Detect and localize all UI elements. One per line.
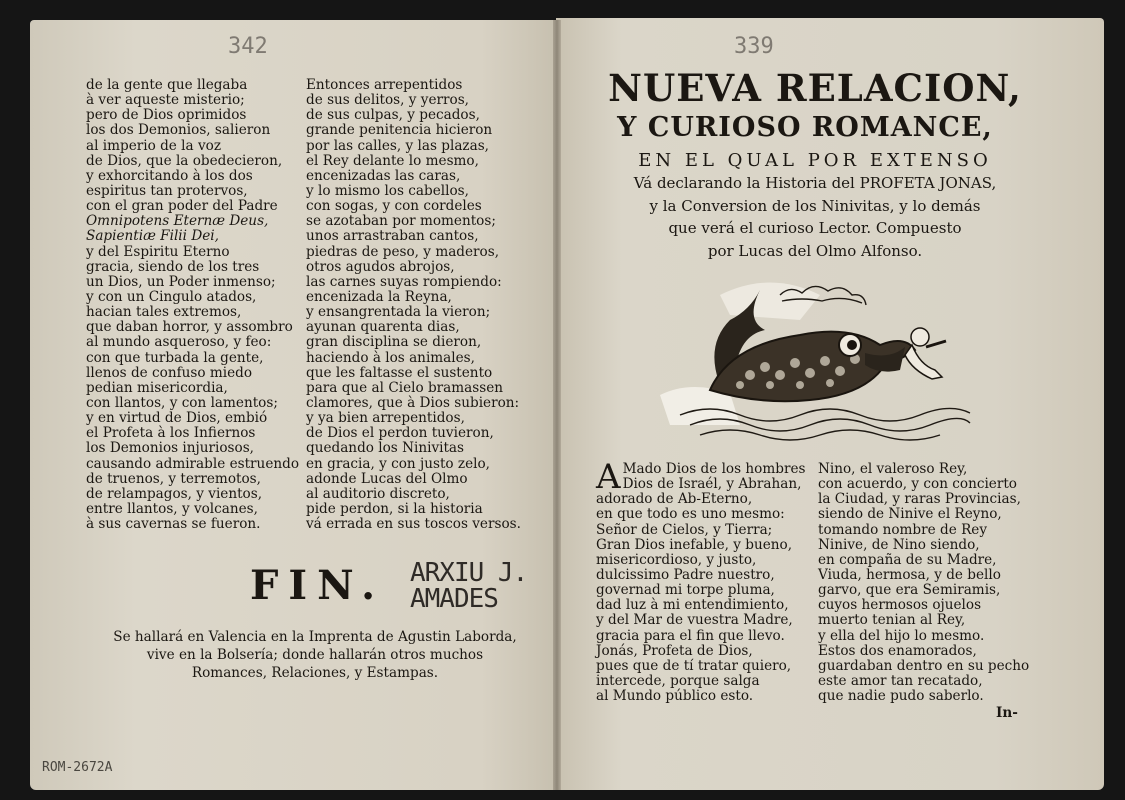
verse-line: pide perdon, si la historia [306, 500, 483, 517]
verse-line: vá errada en sus toscos versos. [306, 516, 521, 533]
verse-line: y lo mismo los cabellos, [306, 182, 469, 199]
verse-line: de la gente que llegaba [86, 77, 248, 93]
verse-line: muerto tenian al Rey, [818, 612, 966, 629]
verse-line: pedian misericordia, [86, 379, 228, 396]
verse-line: y del Espiritu Eterno [86, 243, 230, 260]
verse-line: adorado de Ab-Eterno, [596, 491, 753, 508]
subtitle-line-3: que verá el curioso Lector. Compuesto [668, 219, 962, 237]
verse-line: Viuda, hermosa, y de bello [818, 566, 1001, 583]
verse-line: y ensangrentada la vieron; [306, 304, 491, 321]
verse-line: de sus culpas, y pecados, [306, 107, 480, 124]
verse-line: al Mundo público esto. [596, 688, 754, 705]
title-line-1: NUEVA RELACION, [608, 66, 1022, 110]
verse-line: cuyos hermosos ojuelos [818, 597, 982, 614]
verse-line: haciendo à los animales, [306, 349, 475, 366]
verse-line: pues que de tí tratar quiero, [596, 657, 792, 674]
verse-line: y con un Cingulo atados, [86, 288, 257, 305]
verse-line: con llantos, y con lamentos; [86, 394, 278, 411]
verse-line: los Demonios injuriosos, [86, 440, 254, 457]
stamp-line-1: ARXIU J. [410, 558, 528, 588]
verse-line: entre llantos, y volcanes, [86, 500, 258, 517]
verse-line: y ella del hijo lo mesmo. [818, 627, 985, 644]
verse-line: Sapientiæ Filii Dei, [86, 228, 219, 245]
left-pencil-number: 342 [228, 34, 268, 59]
verse-line: el Profeta à los Infiernos [86, 425, 256, 442]
right-column-1 [596, 457, 806, 705]
title-line-3: EN EL QUAL POR EXTENSO [638, 150, 992, 171]
verse-line: y ya bien arrepentidos, [306, 410, 465, 427]
verse-line: garvo, que era Semiramis, [818, 582, 1001, 599]
verse-line: espiritus tan protervos, [86, 182, 248, 199]
verse-line: gracia para el fin que llevo. [596, 627, 785, 644]
verse-line: grande penitencia hicieron [306, 122, 493, 139]
subtitle-line-1: Vá declarando la Historia del PROFETA JONAS, [633, 174, 997, 192]
verse-line: Dios de Israél, y Abrahan, [622, 476, 802, 493]
verse-line: governad mi torpe pluma, [596, 582, 775, 599]
verse-line: encenizada la Reyna, [306, 288, 452, 305]
verse-line: clamores, que à Dios subieron: [306, 394, 520, 411]
subtitle-block [580, 172, 1050, 262]
verse-line: en compaña de su Madre, [818, 551, 997, 568]
verse-line: los dos Demonios, salieron [86, 122, 271, 139]
verse-line: dulcissimo Padre nuestro, [596, 566, 775, 583]
verse-line: Entonces arrepentidos [306, 77, 463, 93]
verse-line: por las calles, y las plazas, [306, 137, 489, 154]
subtitle-line-4: por Lucas del Olmo Alfonso. [707, 241, 923, 260]
verse-line: con que turbada la gente, [86, 349, 264, 366]
left-column-2 [306, 78, 521, 532]
verse-line: pero de Dios oprimidos [86, 107, 247, 124]
verse-line: de relampagos, y vientos, [86, 485, 263, 502]
verse-line: encenizadas las caras, [306, 167, 461, 184]
shelfmark: ROM-2672A [42, 760, 113, 775]
jonah-whale-woodcut [650, 275, 990, 455]
verse-line: en gracia, y con justo zelo, [306, 455, 490, 472]
title-line-2: Y CURIOSO ROMANCE, [617, 112, 993, 143]
verse-line: Nino, el valeroso Rey, [818, 461, 968, 477]
verse-line: gran disciplina se dieron, [306, 334, 482, 351]
verse-line: al mundo asqueroso, y feo: [86, 334, 272, 351]
verse-line: causando admirable estruendo [86, 455, 299, 472]
verse-line: siendo de Ninive el Reyno, [818, 506, 1002, 523]
imprint-line-3: Romances, Relaciones, y Estampas. [191, 665, 439, 681]
imprint-line-2: vive en la Bolsería; donde hallarán otros muchos [146, 647, 484, 663]
verse-line: las carnes suyas rompiendo: [306, 273, 502, 290]
catchword: In- [996, 705, 1018, 721]
imprint [100, 628, 530, 682]
verse-line: Gran Dios inefable, y bueno, [596, 536, 793, 553]
verse-line: con el gran poder del Padre [86, 198, 278, 215]
verse-line: unos arrastraban cantos, [306, 228, 479, 245]
verse-line: piedras de peso, y maderos, [306, 243, 500, 260]
verse-line: al imperio de la voz [86, 137, 221, 154]
verse-line: y del Mar de vuestra Madre, [596, 612, 793, 629]
verse-line: ayunan quarenta dias, [306, 319, 460, 336]
verse-line: que les faltasse el sustento [306, 364, 493, 381]
verse-line: quedando los Ninivitas [306, 440, 465, 457]
imprint-line-1: Se hallará en Valencia en la Imprenta de Agustin Laborda, [113, 629, 517, 645]
fin-label: FIN. [250, 562, 386, 609]
verse-line: dad luz à mi entendimiento, [596, 597, 789, 614]
verse-line: para que al Cielo bramassen [306, 379, 504, 396]
verse-line: y exhorcitando à los dos [86, 167, 253, 184]
verse-line: un Dios, un Poder inmenso; [86, 273, 276, 290]
verse-line: con sogas, y con cordeles [306, 198, 482, 215]
verse-line: intercede, porque salga [596, 672, 760, 689]
verse-line-text: Mado Dios de los hombres [622, 461, 806, 477]
verse-line: adonde Lucas del Olmo [306, 470, 468, 487]
right-pencil-number: 339 [734, 34, 774, 59]
verse-line: llenos de confuso miedo [86, 364, 253, 381]
verse-line: que nadie pudo saberlo. [818, 688, 984, 705]
verse-line: el Rey delante lo mesmo, [306, 152, 479, 169]
subtitle-line-2: y la Conversion de los Ninivitas, y lo demás [649, 196, 981, 215]
verse-line: otros agudos abrojos, [306, 258, 455, 275]
verse-line: misericordioso, y justo, [596, 551, 757, 568]
library-stamp [410, 560, 527, 612]
verse-line: la Ciudad, y raras Provincias, [818, 491, 1021, 508]
verse-line: que daban horror, y assombro [86, 319, 293, 336]
stamp-line-2: AMADES [410, 584, 498, 614]
verse-line: à ver aqueste misterio; [86, 92, 245, 109]
center-fold [553, 20, 561, 790]
verse-line: en que todo es uno mesmo: [596, 506, 785, 523]
verse-line: gracia, siendo de los tres [86, 258, 260, 275]
verse-line: y en virtud de Dios, embió [86, 410, 268, 427]
verse-line: de Dios el perdon tuvieron, [306, 425, 494, 442]
right-column-2 [818, 462, 1029, 704]
verse-line: Estos dos enamorados, [818, 642, 977, 659]
verse-line: con acuerdo, y con concierto [818, 476, 1017, 493]
verse-line: Omnipotens Eternæ Deus, [86, 213, 269, 230]
left-column-1 [86, 78, 299, 532]
verse-line: se azotaban por momentos; [306, 213, 496, 230]
verse-line: hacian tales extremos, [86, 304, 242, 321]
verse-line: guardaban dentro en su pecho [818, 657, 1030, 674]
verse-line: à sus cavernas se fueron. [86, 516, 261, 533]
verse-line: de sus delitos, y yerros, [306, 92, 470, 109]
verse-line: Jonás, Profeta de Dios, [596, 642, 753, 659]
drop-cap: A [596, 457, 621, 497]
verse-line: este amor tan recatado, [818, 672, 983, 689]
verse-line: de truenos, y terremotos, [86, 470, 261, 487]
verse-line: al auditorio discreto, [306, 485, 450, 502]
verse-line: Señor de Cielos, y Tierra; [596, 521, 773, 538]
verse-line: Ninive, de Nino siendo, [818, 536, 980, 553]
verse-line: de Dios, que la obedecieron, [86, 152, 283, 169]
verse-line: tomando nombre de Rey [818, 521, 988, 538]
